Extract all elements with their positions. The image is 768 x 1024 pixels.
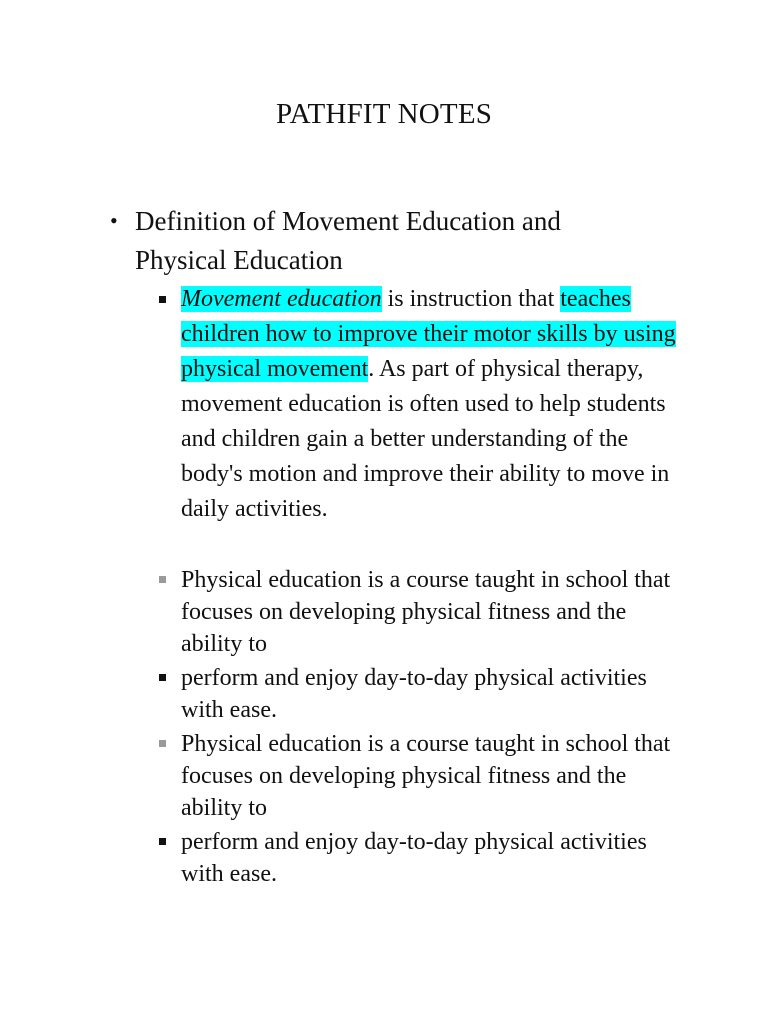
square-bullet-icon <box>159 740 166 747</box>
list-item <box>159 662 689 726</box>
square-bullet-icon <box>159 838 166 845</box>
term-movement-education: Movement education <box>181 286 382 312</box>
highlighted-definition: teaches children how to improve their motor skills by using physical movement <box>181 286 676 382</box>
square-bullet-icon <box>159 674 166 681</box>
list-item-text: Physical education is a course taught in school that focuses on developing physical fitness and the ability to <box>181 567 671 657</box>
page-title: PATHFIT NOTES <box>275 98 493 130</box>
list-item-text: perform and enjoy day-to-day physical activities with ease. <box>181 829 647 887</box>
bullet-dot-icon: • <box>110 208 118 233</box>
section-heading-line2: Physical Education <box>135 245 343 275</box>
item-text-b: . As part of physical therapy, movement education is often used to help students and children gain a better understanding of the body's motion and improve their ability to move in daily activities. <box>181 356 670 522</box>
list-item-text: Physical education is a course taught in school that focuses on developing physical fitness and the ability to <box>181 731 671 821</box>
section-heading-line1: Definition of Movement Education and <box>135 206 561 236</box>
list-item-text: perform and enjoy day-to-day physical activities with ease. <box>181 665 647 723</box>
list-item <box>159 728 689 824</box>
section-definition <box>110 202 670 280</box>
item-text-a: is instruction that <box>381 286 561 312</box>
list-item <box>159 564 689 660</box>
list-item <box>159 826 689 890</box>
list-item-movement-education <box>159 282 689 527</box>
section-heading <box>135 202 670 280</box>
square-bullet-icon <box>159 576 166 583</box>
square-bullet-icon <box>159 296 166 303</box>
